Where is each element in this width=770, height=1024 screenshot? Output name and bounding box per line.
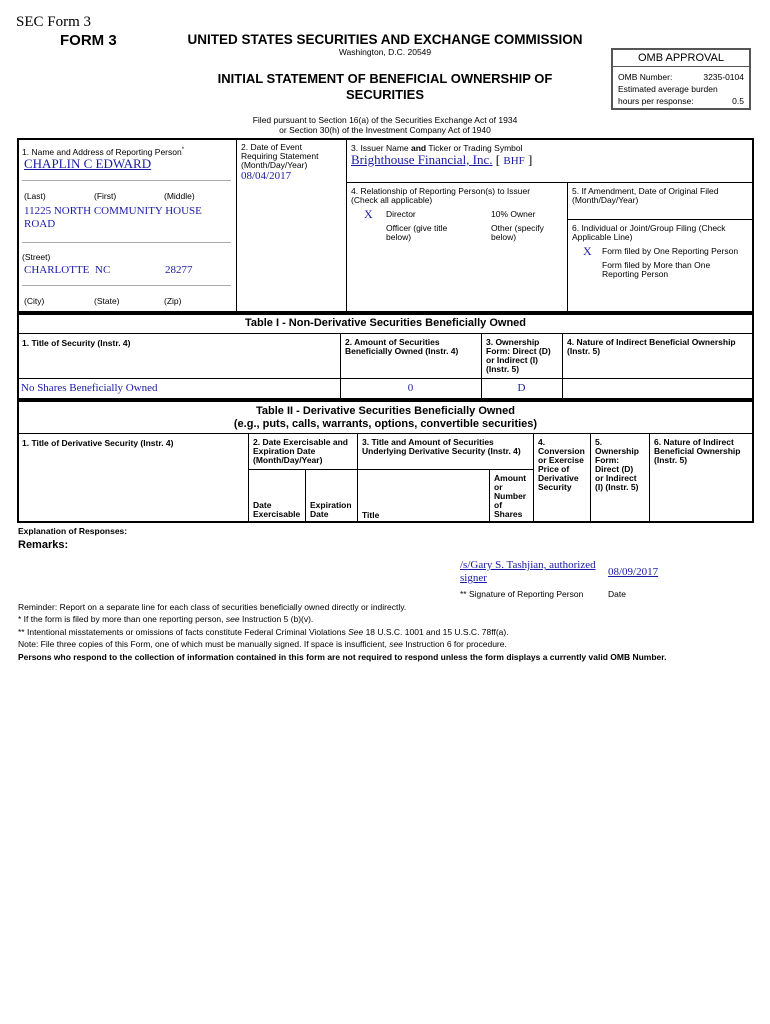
- note3-see: see: [389, 639, 403, 650]
- footnote-2: [18, 626, 758, 638]
- t2-col-nature: [654, 438, 740, 465]
- omb-number-label: OMB Number:: [618, 72, 673, 82]
- signature-label: ** Signature of Reporting Person: [460, 589, 584, 599]
- t2-sub-title: Title: [362, 510, 380, 520]
- omb-number-value: 3235-0104: [703, 72, 744, 82]
- signature-date[interactable]: 08/09/2017: [608, 566, 659, 578]
- omb-burden-label: Estimated average burden: [618, 84, 718, 94]
- more-person-label: [602, 261, 710, 279]
- more-person-label-1: Form filed by More than One: [602, 260, 711, 270]
- t2-col5-line: (I) (Instr. 5): [595, 482, 639, 492]
- amendment-label: [572, 187, 718, 205]
- issuer-label-pre: 3. Issuer Name: [351, 143, 411, 153]
- t2-col6-line: (Instr. 5): [654, 455, 688, 465]
- note1-pre: * If the form is filed by more than one reporting person,: [18, 614, 226, 625]
- issuer-label-and: and: [411, 143, 427, 153]
- t2-col-underlying: [362, 438, 521, 456]
- t2-col-underlying-1: 3. Title and Amount of Securities: [362, 437, 494, 447]
- reporter-street: [24, 205, 202, 231]
- amendment-label-1: 5. If Amendment, Date of Original Filed: [572, 186, 719, 196]
- state-label: (State): [94, 296, 120, 306]
- doc-label: SEC Form 3: [16, 14, 92, 30]
- street-label: (Street): [22, 252, 51, 262]
- remarks-heading: Remarks:: [18, 539, 69, 551]
- t2-sub-amount-line: of: [494, 500, 503, 510]
- bracket-close: ]: [528, 152, 533, 167]
- t2-col-underlying-2: Underlying Derivative Security (Instr. 4): [362, 446, 521, 456]
- t2-sub-date-ex-1: Date: [253, 500, 272, 510]
- t2-sub-exp-1: Expiration: [310, 500, 352, 510]
- agency-title: UNITED STATES SECURITIES AND EXCHANGE COMMISSION: [187, 32, 583, 47]
- officer-label-2: below): [386, 232, 412, 242]
- filed-line-2: or Section 30(h) of the Investment Company Act of 1940: [279, 124, 491, 135]
- bracket-open: [: [495, 152, 501, 167]
- signature-line-2: signer: [460, 572, 487, 584]
- t1-row-title: No Shares Beneficially Owned: [21, 382, 158, 394]
- t2-col5-line: or Indirect: [595, 473, 637, 483]
- filing-label-1: 6. Individual or Joint/Group Filing (Check: [572, 223, 726, 233]
- event-label-1: 2. Date of Event: [241, 142, 302, 152]
- t1-col-ownership-3: or Indirect (I): [486, 355, 538, 365]
- t1-col-amount: [345, 338, 458, 356]
- note3-pre: Note: File three copies of this Form, one of which must be manually signed. If space is insufficient,: [18, 639, 390, 650]
- t2-sub-amount: [494, 474, 526, 519]
- t2-sub-amount-line: or: [494, 482, 503, 492]
- t2-sub-amount-line: Amount: [494, 473, 527, 483]
- reporter-state: NC: [95, 264, 111, 276]
- t2-col5-line: Form:: [595, 455, 620, 465]
- note2-pre: ** Intentional misstatements or omissions of facts constitute Federal Criminal Violations: [18, 626, 349, 637]
- middle-label: (Middle): [164, 191, 195, 201]
- one-person-label: Form filed by One Reporting Person: [602, 246, 739, 256]
- t1-col-ownership-2: Form: Direct (D): [486, 346, 551, 356]
- event-date-label: [241, 143, 319, 170]
- reporter-zip: 28277: [165, 264, 193, 276]
- t2-col4-line: Derivative: [538, 473, 579, 483]
- t2-sub-date-exercisable: [253, 501, 300, 519]
- note2-see: See: [348, 626, 364, 637]
- t1-col-nature: [567, 338, 736, 356]
- t1-col-amount-2: Beneficially Owned (Instr. 4): [345, 346, 459, 356]
- event-label-3: (Month/Day/Year): [241, 160, 308, 170]
- omb-title: OMB APPROVAL: [613, 50, 749, 67]
- event-date-value: 08/04/2017: [241, 170, 292, 182]
- officer-label: [386, 224, 447, 242]
- note1-see: see: [225, 614, 240, 625]
- issuer-name-link[interactable]: Brighthouse Financial, Inc.: [351, 152, 493, 167]
- t2-col5-line: Direct (D): [595, 464, 634, 474]
- issuer-ticker: BHF: [503, 155, 525, 167]
- one-person-checkbox[interactable]: X: [583, 244, 592, 258]
- reporter-name-link[interactable]: CHAPLIN C EDWARD: [24, 156, 152, 171]
- officer-label-1: Officer (give title: [386, 223, 448, 233]
- street-line-1: 11225 NORTH COMMUNITY HOUSE: [24, 205, 202, 217]
- omb-approval-box: [611, 48, 751, 110]
- table-2-title: [17, 405, 754, 431]
- note2-post: 18 U.S.C. 1001 and 15 U.S.C. 78ff(a).: [363, 626, 509, 637]
- t2-col4-line: or Exercise: [538, 455, 584, 465]
- reminder-note: Reminder: Report on a separate line for each class of securities beneficially owned directly or indirectly.: [18, 602, 407, 612]
- reporter-city: CHARLOTTE: [24, 264, 90, 276]
- table-2-title-2: (e.g., puts, calls, warrants, options, convertible securities): [233, 418, 538, 430]
- other-label-2: below): [491, 232, 517, 242]
- reporter-field-label-text: 1. Name and Address of Reporting Person: [22, 146, 182, 157]
- date-label: Date: [608, 589, 626, 599]
- statement-title-line-1: INITIAL STATEMENT OF BENEFICIAL OWNERSHIP OF: [217, 71, 553, 86]
- t2-sub-expiration: [310, 501, 352, 519]
- t2-col4-line: 4.: [538, 437, 546, 447]
- table-2-title-1: Table II - Derivative Securities Beneficially Owned: [255, 405, 515, 417]
- t2-sub-amount-line: Number: [494, 491, 527, 501]
- t1-col-nature-1: 4. Nature of Indirect Beneficial Ownership: [567, 337, 736, 347]
- table-1-title: Table I - Non-Derivative Securities Beneficially Owned: [245, 317, 526, 329]
- omb-hours-label: hours per response:: [618, 96, 694, 106]
- t1-col-ownership-4: (Instr. 5): [486, 364, 520, 374]
- signature-line-1: /s/Gary S. Tashjian, authorized: [460, 559, 596, 571]
- t2-col-dates-1: 2. Date Exercisable and: [253, 437, 348, 447]
- zip-label: (Zip): [164, 296, 182, 306]
- director-checkbox[interactable]: X: [364, 207, 373, 221]
- amendment-label-2: (Month/Day/Year): [572, 195, 639, 205]
- statement-title-line-2: SECURITIES: [345, 87, 424, 102]
- issuer-label-post: Ticker or Trading Symbol: [426, 143, 523, 153]
- other-label-1: Other (specify: [491, 223, 544, 233]
- t2-col-title: 1. Title of Derivative Security (Instr. 4): [22, 438, 174, 448]
- omb-hours-value: 0.5: [732, 96, 744, 106]
- t1-row-amount: 0: [407, 382, 414, 394]
- t2-col-dates-3: (Month/Day/Year): [253, 455, 323, 465]
- t2-sub-date-ex-2: Exercisable: [253, 509, 301, 519]
- t2-col-ownership: [595, 438, 639, 492]
- first-label: (First): [94, 191, 117, 201]
- t2-col-dates: [253, 438, 348, 465]
- t2-col6-line: Beneficial Ownership: [654, 446, 741, 456]
- last-label: (Last): [24, 191, 46, 201]
- t2-sub-amount-line: Shares: [494, 509, 523, 519]
- footnotes: [18, 601, 758, 663]
- filed-line-1: Filed pursuant to Section 16(a) of the Securities Exchange Act of 1934: [252, 115, 518, 125]
- relationship-label-1: 4. Relationship of Reporting Person(s) to Issuer: [351, 186, 531, 196]
- ten-pct-owner-label: 10% Owner: [491, 209, 536, 219]
- more-person-label-2: Reporting Person: [602, 269, 669, 279]
- filed-pursuant: [180, 116, 590, 135]
- t1-col-title: 1. Title of Security (Instr. 4): [22, 338, 131, 348]
- filing-label: [572, 224, 726, 242]
- t1-col-ownership: [486, 338, 551, 374]
- t2-sub-exp-2: Date: [310, 509, 329, 519]
- t1-col-nature-2: (Instr. 5): [567, 346, 601, 356]
- footnote-1: [18, 613, 758, 625]
- relationship-label: [351, 187, 530, 205]
- t2-col5-line: 5.: [595, 437, 603, 447]
- explanation-heading: Explanation of Responses:: [18, 526, 128, 536]
- footnote-3: [18, 638, 758, 650]
- t2-col4-line: Conversion: [538, 446, 585, 456]
- event-label-2: Requiring Statement: [241, 151, 319, 161]
- t2-col4-line: Security: [538, 482, 572, 492]
- director-label: Director: [386, 209, 416, 219]
- t2-col-dates-2: Expiration Date: [253, 446, 316, 456]
- issuer-line: [351, 152, 532, 168]
- signature-link[interactable]: [460, 559, 596, 585]
- filing-label-2: Applicable Line): [572, 232, 633, 242]
- relationship-label-2: (Check all applicable): [351, 195, 433, 205]
- t1-col-ownership-1: 3. Ownership: [486, 337, 540, 347]
- statement-title: [180, 71, 590, 103]
- reporter-asterisk: *: [181, 147, 185, 153]
- omb-notice: Persons who respond to the collection of information contained in this form are not required to respond unless the form displays a currently valid OMB Number.: [18, 651, 667, 662]
- agency-location: Washington, D.C. 20549: [338, 47, 432, 57]
- t2-col-conversion: [538, 438, 585, 492]
- city-label: (City): [24, 296, 45, 306]
- note1-post: Instruction 5 (b)(v).: [239, 614, 314, 625]
- t2-col4-line: Price of: [538, 464, 570, 474]
- note3-post: Instruction 6 for procedure.: [402, 639, 507, 650]
- t2-col5-line: Ownership: [595, 446, 639, 456]
- t2-col6-line: 6. Nature of Indirect: [654, 437, 734, 447]
- form-label: FORM 3: [60, 32, 117, 49]
- street-line-2: ROAD: [24, 218, 56, 230]
- t1-col-amount-1: 2. Amount of Securities: [345, 337, 440, 347]
- other-label: [491, 224, 544, 242]
- t1-row-form: D: [517, 382, 526, 394]
